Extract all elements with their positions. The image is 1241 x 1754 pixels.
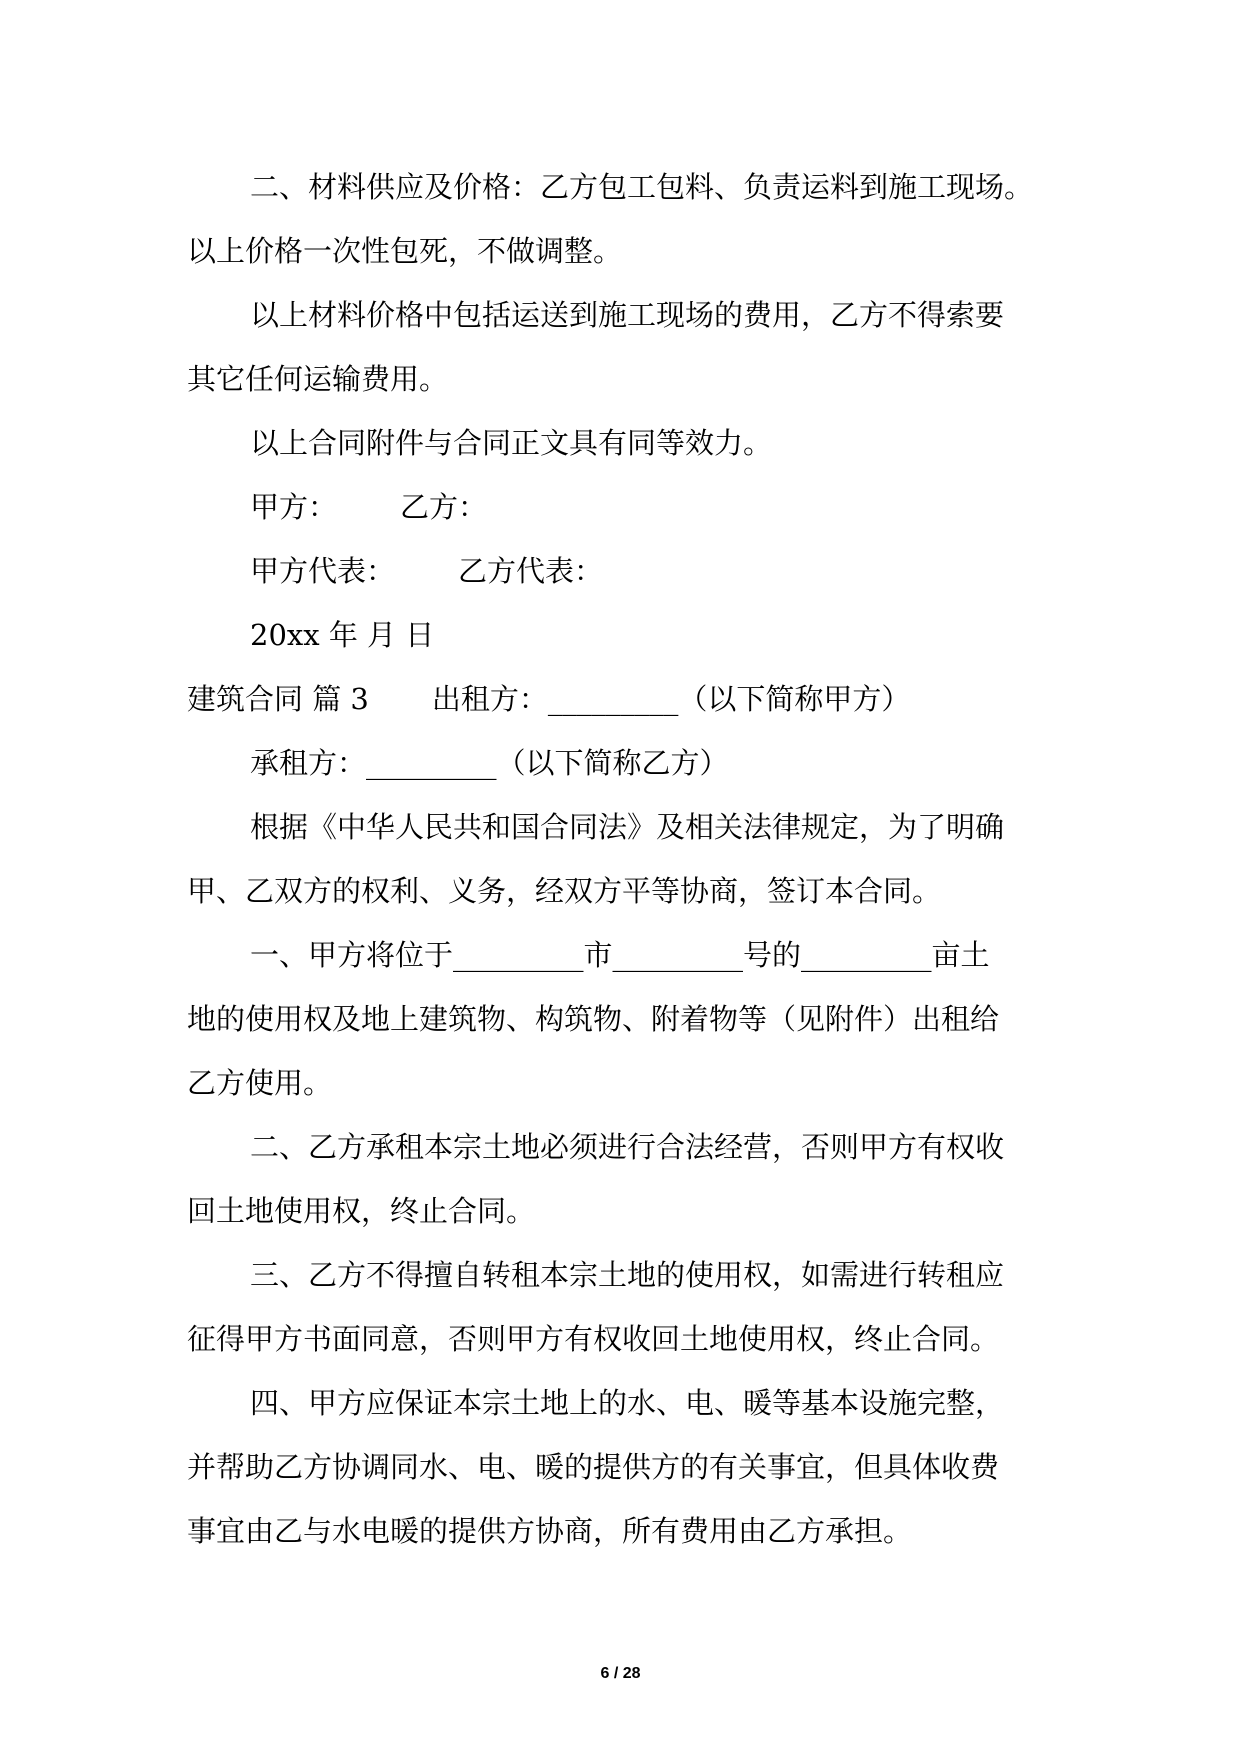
paragraph-line: 三、乙方不得擅自转租本宗土地的使用权，如需进行转租应	[250, 1258, 1005, 1292]
rep-b-label: 乙方代表：	[458, 554, 604, 588]
paragraph-line: 以上材料价格中包括运送到施工现场的费用，乙方不得索要	[250, 298, 1005, 332]
party-a-label: 甲方：	[250, 490, 338, 524]
paragraph-line: 甲、乙双方的权利、义务，经双方平等协商，签订本合同。	[187, 874, 942, 908]
paragraph-line: 征得甲方书面同意，否则甲方有权收回土地使用权，终止合同。	[187, 1322, 1000, 1356]
lessor-line: 出租方：_________（以下简称甲方）	[431, 682, 911, 716]
paragraph-line: 以上合同附件与合同正文具有同等效力。	[250, 426, 773, 460]
paragraph-line: 一、甲方将位于_________市_________号的_________亩土	[250, 938, 990, 972]
paragraph-line: 根据《中华人民共和国合同法》及相关法律规定，为了明确	[250, 810, 1005, 844]
paragraph-line: 二、乙方承租本宗土地必须进行合法经营，否则甲方有权收	[250, 1130, 1005, 1164]
rep-a-label: 甲方代表：	[250, 554, 396, 588]
page-number: 6 / 28	[600, 1665, 641, 1682]
paragraph-line: 事宜由乙与水电暖的提供方协商，所有费用由乙方承担。	[187, 1514, 913, 1548]
paragraph-line: 回土地使用权，终止合同。	[187, 1194, 536, 1228]
document-body	[187, 155, 1067, 1563]
signature-date: 20xx 年 月 日	[250, 618, 435, 652]
signature-representatives	[187, 539, 1067, 603]
paragraph-line: 其它任何运输费用。	[187, 362, 449, 396]
paragraph-line: 四、甲方应保证本宗土地上的水、电、暖等基本设施完整，	[250, 1386, 1005, 1420]
section-title: 建筑合同 篇 3	[187, 682, 369, 716]
paragraph-line: 二、材料供应及价格：乙方包工包料、负责运料到施工现场。	[250, 170, 1034, 204]
signature-parties	[187, 475, 1067, 539]
paragraph-line: 地的使用权及地上建筑物、构筑物、附着物等（见附件）出租给	[187, 1002, 1000, 1036]
paragraph-line: 乙方使用。	[187, 1066, 333, 1100]
party-b-label: 乙方：	[400, 490, 488, 524]
paragraph-line: 以上价格一次性包死，不做调整。	[187, 234, 623, 268]
paragraph-line: 并帮助乙方协调同水、电、暖的提供方的有关事宜，但具体收费	[187, 1450, 1000, 1484]
section-heading-line	[187, 667, 1067, 731]
lessee-line: 承租方：_________（以下简称乙方）	[250, 746, 729, 780]
